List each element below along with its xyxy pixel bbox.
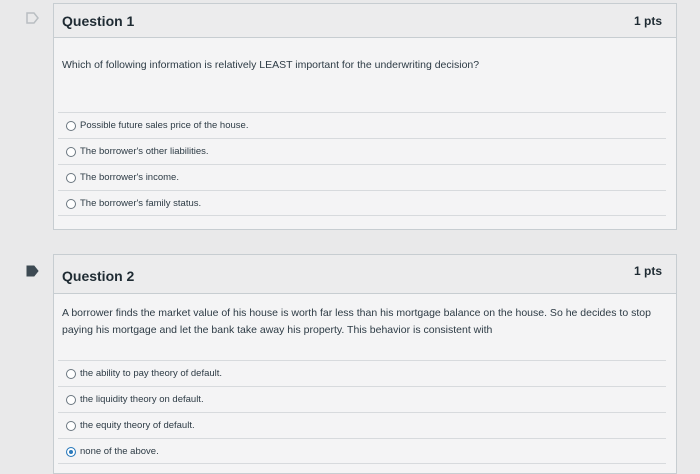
question-card	[53, 254, 677, 474]
answer-label[interactable]: the ability to pay theory of default.	[80, 368, 223, 379]
answer-option[interactable]	[58, 138, 666, 164]
question-title: Question 2	[62, 268, 135, 284]
flag-question-2-icon[interactable]	[26, 265, 39, 277]
radio-button-selected[interactable]	[66, 447, 76, 457]
question-points: 1 pts	[633, 14, 662, 28]
question-card	[53, 3, 677, 230]
flag-question-1-icon[interactable]	[26, 12, 39, 24]
radio-button[interactable]	[66, 369, 76, 379]
answer-option[interactable]	[58, 360, 666, 386]
question-text: Which of following information is relatively LEAST important for the underwriting decision?	[62, 59, 480, 71]
radio-button[interactable]	[66, 421, 76, 431]
question-header	[54, 255, 676, 294]
radio-button[interactable]	[66, 173, 76, 183]
answer-label[interactable]: The borrower's other liabilities.	[80, 146, 209, 157]
answer-option[interactable]	[58, 386, 666, 412]
radio-button[interactable]	[66, 147, 76, 157]
answer-option[interactable]	[58, 190, 666, 216]
answer-label[interactable]: Possible future sales price of the house.	[80, 120, 249, 131]
question-points: 1 pts	[633, 264, 662, 278]
question-header	[54, 4, 676, 38]
answer-option[interactable]	[58, 112, 666, 138]
answer-list	[58, 360, 666, 464]
answer-label[interactable]: The borrower's family status.	[80, 198, 202, 209]
answer-label[interactable]: The borrower's income.	[80, 172, 179, 183]
answer-label[interactable]: the liquidity theory on default.	[80, 394, 204, 405]
answer-label[interactable]: none of the above.	[80, 446, 159, 457]
answer-option[interactable]	[58, 438, 666, 464]
answer-option[interactable]	[58, 164, 666, 190]
answer-label[interactable]: the equity theory of default.	[80, 420, 195, 431]
answer-list	[58, 112, 666, 216]
radio-button[interactable]	[66, 395, 76, 405]
answer-option[interactable]	[58, 412, 666, 438]
question-title: Question 1	[62, 13, 135, 29]
radio-button[interactable]	[66, 121, 76, 131]
radio-button[interactable]	[66, 199, 76, 209]
question-text: A borrower finds the market value of his house is worth far less than his mortgage balance on the house. So he decides to stop paying his mortgage and let the bank take away his property. This behavior is consistent with	[62, 307, 651, 336]
